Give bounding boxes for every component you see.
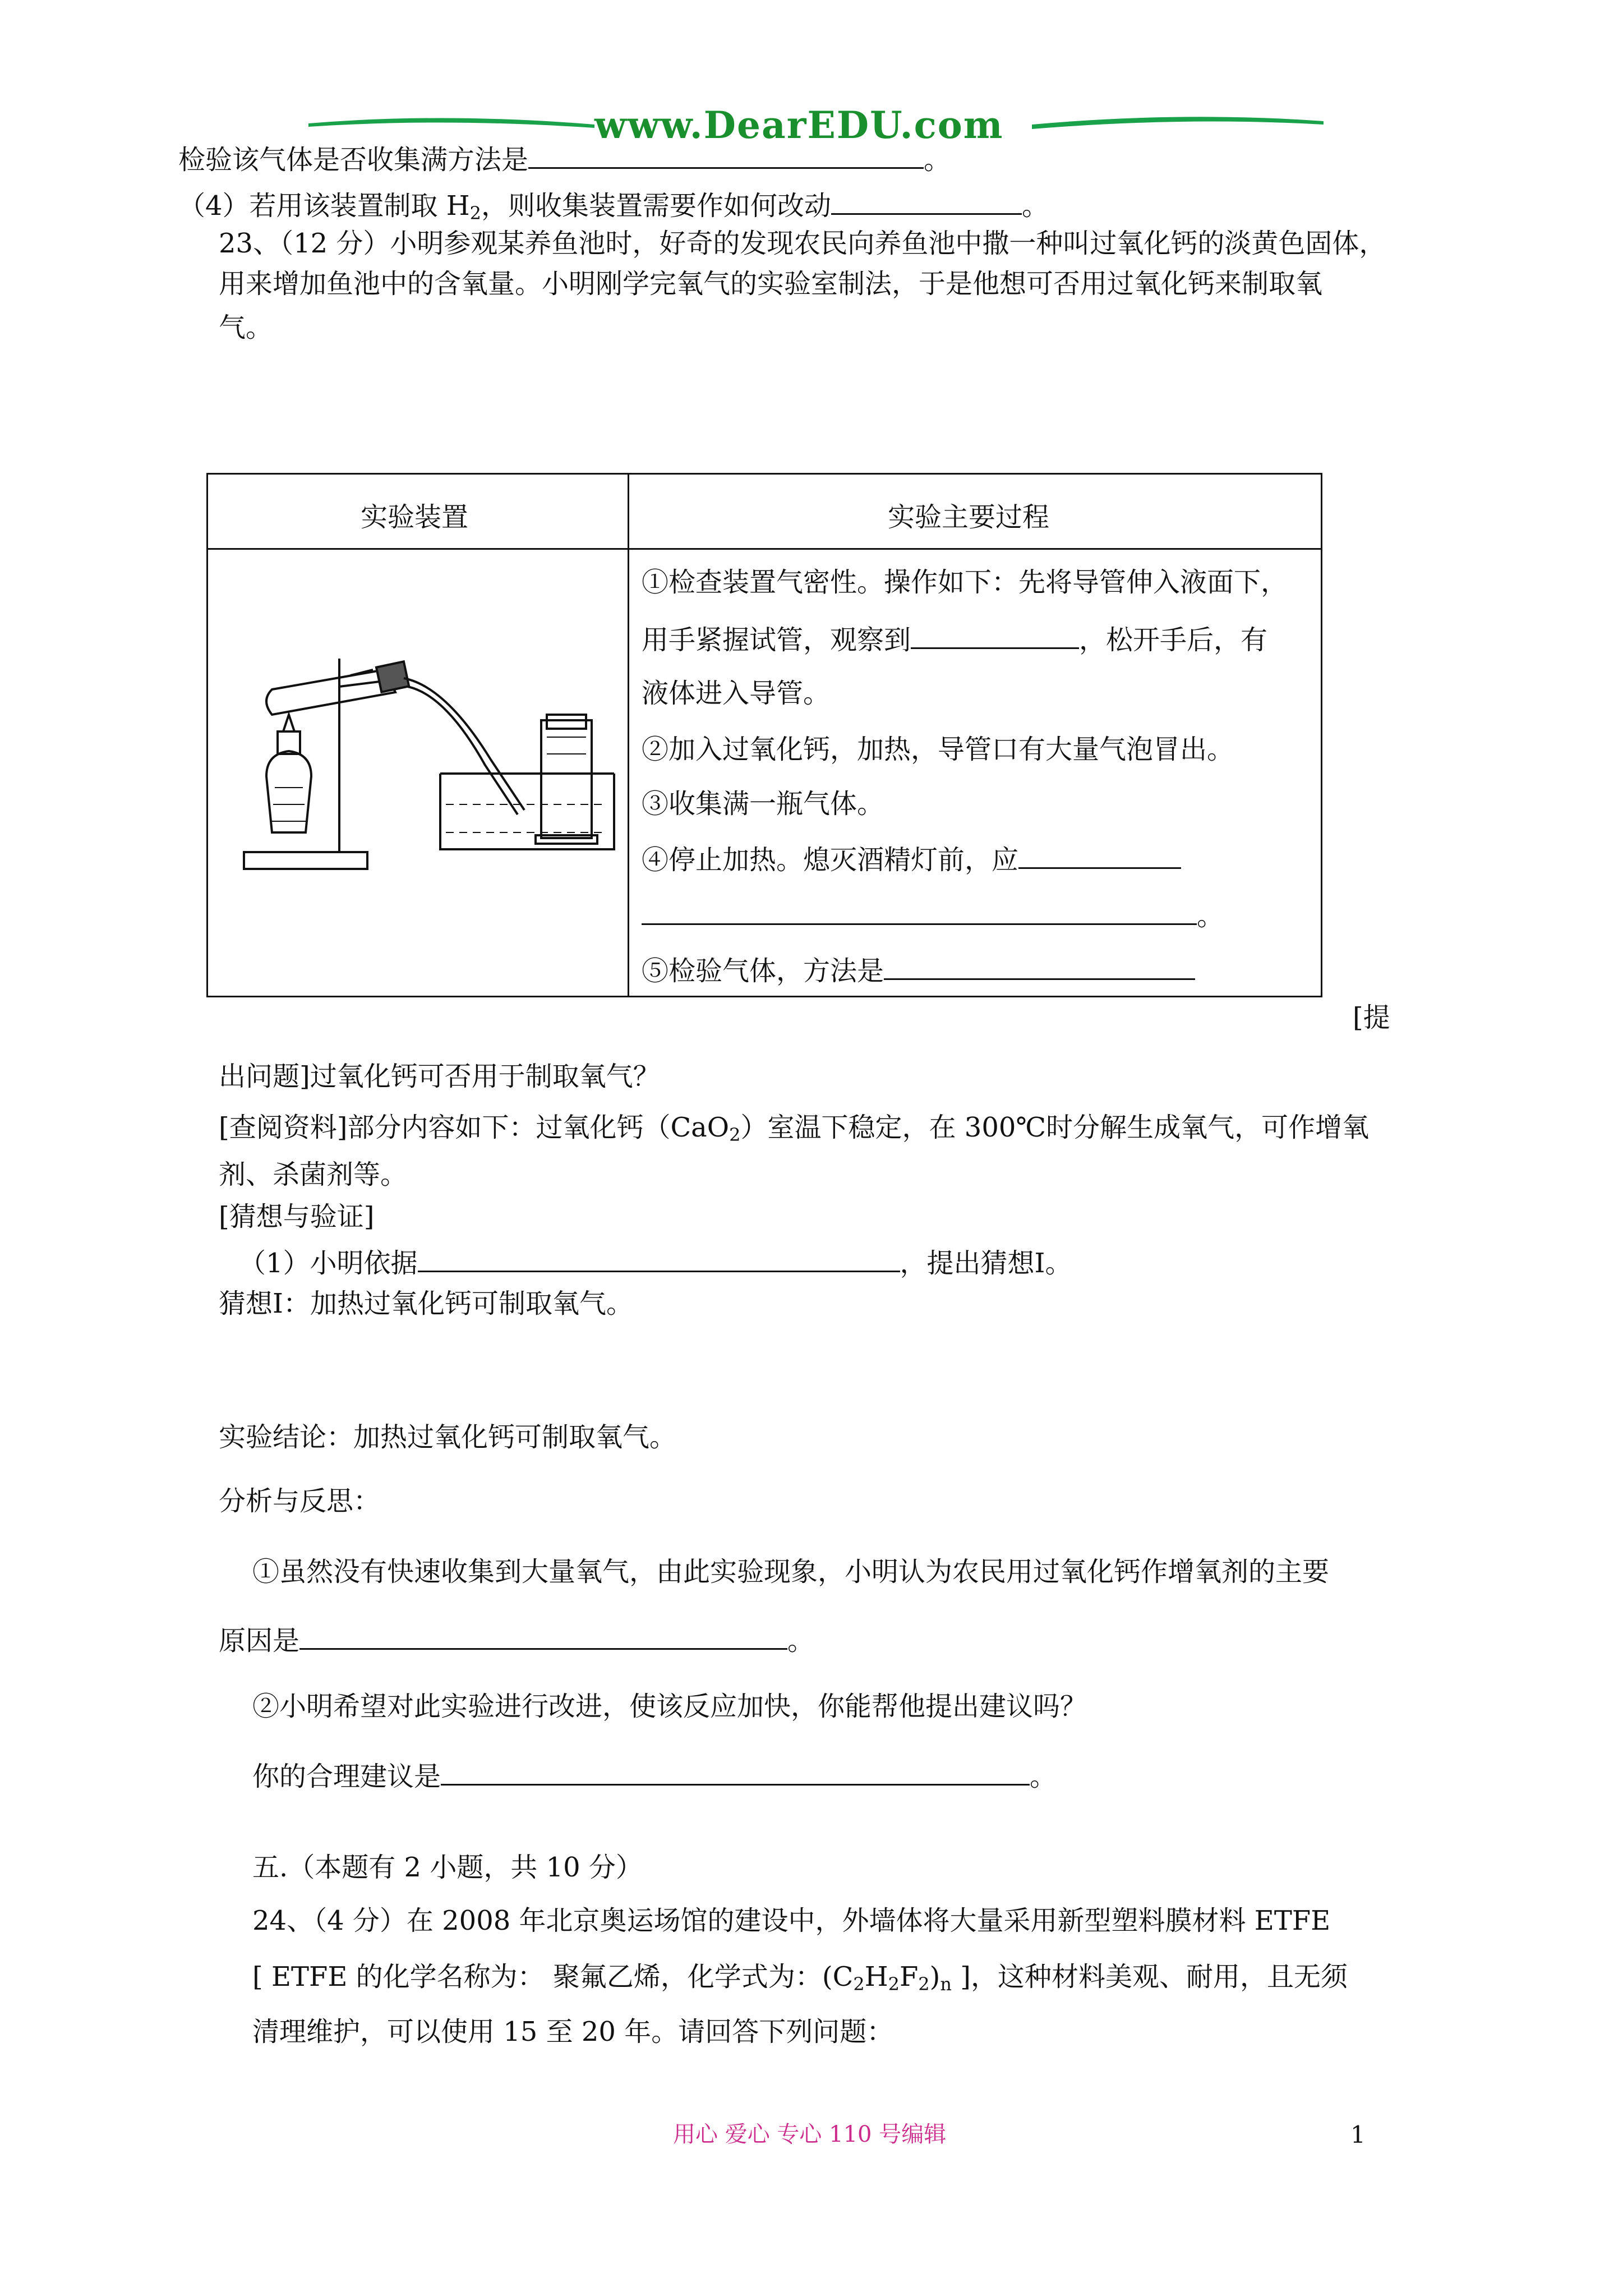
step-1c: 液体进入导管。 xyxy=(642,678,831,709)
experiment-conclusion: 实验结论：加热过氧化钙可制取氧气。 xyxy=(219,1421,677,1453)
text: （4）若用该装置制取 H xyxy=(178,190,470,222)
text: F xyxy=(899,1961,919,1993)
subscript: n xyxy=(940,1973,952,1995)
step-1a: ①检查装置气密性。操作如下：先将导管伸入液面下， xyxy=(642,567,1288,598)
footer-center: 用心 爱心 专心 110 号编辑 xyxy=(673,2122,947,2147)
q23-line2: 用来增加鱼池中的含氧量。小明刚学完氧气的实验室制法，于是他想可否用过氧化钙来制取氧 xyxy=(219,268,1323,300)
text: H xyxy=(864,1961,888,1993)
text: 用手紧握试管，观察到 xyxy=(642,624,911,656)
answer-blank[interactable] xyxy=(418,1248,900,1272)
subscript: 2 xyxy=(729,1124,741,1145)
text: 。 xyxy=(787,1625,815,1657)
step-4-cont xyxy=(642,901,1224,930)
step-4 xyxy=(642,844,1181,876)
subscript: 2 xyxy=(918,1973,930,1995)
line-check-full xyxy=(178,144,951,176)
text: ，松开手后，有 xyxy=(1079,624,1268,656)
text: （1）小明依据 xyxy=(239,1248,418,1279)
table-head-apparatus: 实验装置 xyxy=(361,501,469,533)
reference-line1 xyxy=(219,1114,1369,1144)
guess-1: 猜想Ⅰ：加热过氧化钙可制取氧气。 xyxy=(219,1288,633,1319)
text: [ ETFE 的化学名称为： 聚氟乙烯，化学式为：(C xyxy=(252,1961,854,1993)
subscript: 2 xyxy=(888,1973,900,1995)
answer-blank[interactable] xyxy=(299,1626,787,1650)
text: 。 xyxy=(1022,190,1049,222)
text: 。 xyxy=(1030,1761,1057,1792)
text: 你的合理建议是 xyxy=(252,1761,441,1792)
guess-basis xyxy=(239,1248,1072,1277)
analysis-2: ②小明希望对此实验进行改进，使该反应加快，你能帮他提出建议吗？ xyxy=(252,1691,1087,1722)
answer-blank[interactable] xyxy=(642,901,1197,925)
ti-question-b: 出问题]过氧化钙可否用于制取氧气？ xyxy=(219,1061,660,1092)
answer-blank[interactable] xyxy=(1018,845,1181,869)
subscript: 2 xyxy=(469,203,482,224)
analysis-1: ①虽然没有快速收集到大量氧气，由此实验现象，小明认为农民用过氧化钙作增氧剂的主要 xyxy=(252,1556,1330,1588)
answer-blank[interactable] xyxy=(528,145,924,169)
guess-heading: [猜想与验证] xyxy=(219,1201,375,1232)
table-column-divider xyxy=(628,475,629,996)
step-2: ②加入过氧化钙，加热，导管口有大量气泡冒出。 xyxy=(642,734,1234,765)
text: 。 xyxy=(1197,900,1224,932)
analysis-2-answer xyxy=(252,1761,1057,1790)
q24-line1: 24、（4 分）在 2008 年北京奥运场馆的建设中，外墙体将大量采用新型塑料膜材料 ETFE xyxy=(252,1905,1331,1936)
page-number: 1 xyxy=(1350,2121,1366,2148)
analysis-heading: 分析与反思： xyxy=(219,1485,381,1517)
text: [查阅资料]部分内容如下：过氧化钙（CaO xyxy=(219,1112,730,1143)
q24-line2 xyxy=(252,1963,1348,1993)
apparatus-diagram xyxy=(210,552,625,995)
table-header-divider xyxy=(208,548,1321,550)
text: 原因是 xyxy=(219,1625,300,1657)
q23-line1: 23、（12 分）小明参观某养鱼池时，好奇的发现农民向养鱼池中撒一种叫过氧化钙的淡黄色固体， xyxy=(219,228,1386,259)
reference-line2: 剂、杀菌剂等。 xyxy=(219,1159,408,1190)
ti-question-a: [提 xyxy=(1353,1002,1390,1033)
answer-blank[interactable] xyxy=(831,191,1022,215)
header-banner xyxy=(303,101,1329,146)
text: ）室温下稳定，在 300℃时分解生成氧气，可作增氧 xyxy=(740,1112,1370,1143)
answer-blank[interactable] xyxy=(911,625,1079,649)
watermark-text: www.DearEDU.com xyxy=(594,103,1004,147)
text: 检验该气体是否收集满方法是 xyxy=(178,144,529,176)
step-1b xyxy=(642,625,1267,654)
analysis-1-answer xyxy=(219,1625,815,1657)
text: ]，这种材料美观、耐用，且无须 xyxy=(951,1961,1348,1993)
table-head-process: 实验主要过程 xyxy=(888,501,1050,533)
text: 。 xyxy=(924,144,951,176)
answer-blank[interactable] xyxy=(884,956,1195,980)
q23-line3: 气。 xyxy=(219,312,273,343)
experiment-table xyxy=(206,473,1322,997)
text: ，则收集装置需要作如何改动 xyxy=(481,190,832,222)
text: ，提出猜想Ⅰ。 xyxy=(900,1248,1072,1279)
text: ④停止加热。熄灭酒精灯前，应 xyxy=(642,844,1019,876)
step-5 xyxy=(642,955,1195,987)
step-3: ③收集满一瓶气体。 xyxy=(642,788,884,820)
text: ⑤检验气体，方法是 xyxy=(642,955,884,987)
q24-line3: 清理维护，可以使用 15 至 20 年。请回答下列问题： xyxy=(252,2016,894,2047)
subscript: 2 xyxy=(853,1973,865,1995)
line-h2 xyxy=(178,191,1049,222)
text: ) xyxy=(929,1961,940,1993)
section5-title: 五.（本题有 2 小题，共 10 分） xyxy=(252,1852,643,1883)
answer-blank[interactable] xyxy=(441,1761,1030,1786)
